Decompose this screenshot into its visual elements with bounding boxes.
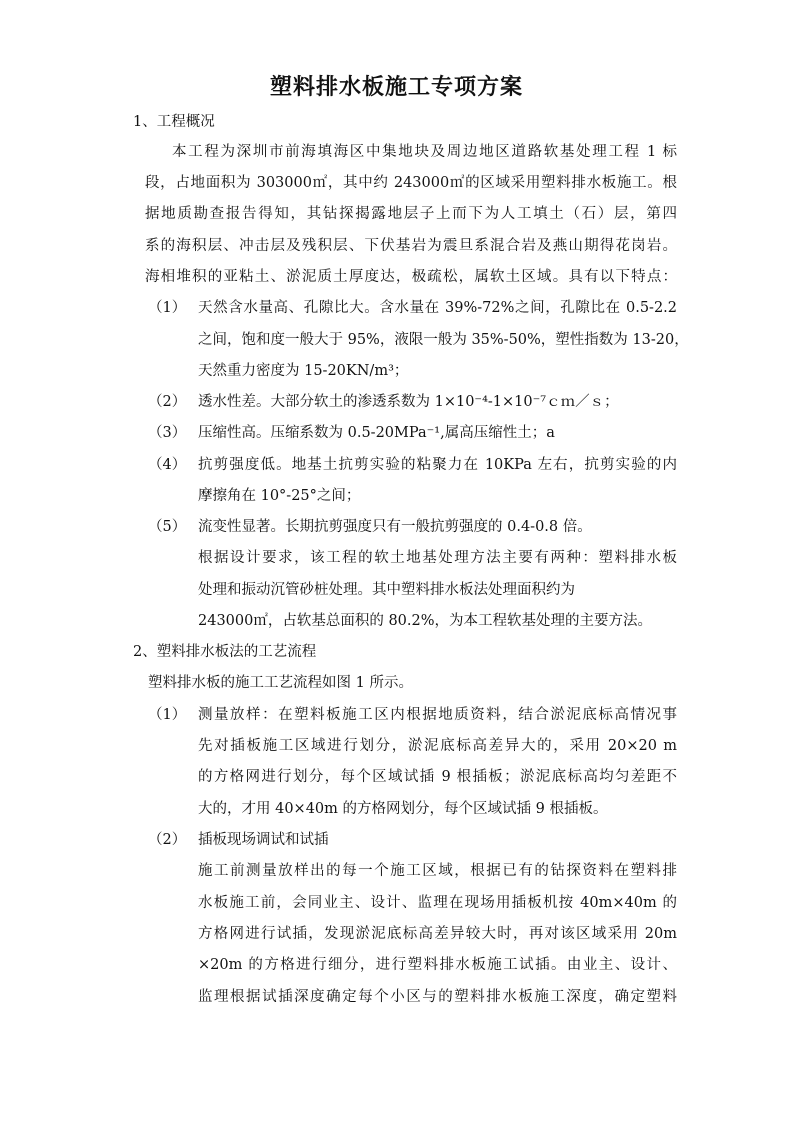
list-item-line: 水板施工前，会同业主、设计、监理在现场用插板机按 40m×40m 的 bbox=[198, 895, 677, 911]
paragraph-line: 海相堆积的亚粘土、淤泥质土厚度达，极疏松，属软土区域。具有以下特点： bbox=[145, 269, 677, 285]
list-item-line: 根据设计要求，该工程的软土地基处理方法主要有两种：塑料排水板 bbox=[198, 550, 677, 566]
list-item-line: 流变性显著。长期抗剪强度只有一般抗剪强度的 0.4-0.8 倍。 bbox=[198, 519, 592, 535]
section-intro: 塑料排水板的施工工艺流程如图 1 所示。 bbox=[148, 675, 413, 691]
list-number: （1） bbox=[148, 707, 187, 723]
list-number: （1） bbox=[148, 300, 187, 316]
list-item-line: 压缩性高。压缩系数为 0.5-20MPa⁻¹,属高压缩性土；a bbox=[198, 425, 555, 441]
list-item-line: 监理根据试插深度确定每个小区与的塑料排水板施工深度，确定塑料 bbox=[198, 989, 677, 1005]
list-number: （4） bbox=[148, 457, 187, 473]
list-item-line: 处理和振动沉管砂桩处理。其中塑料排水板法处理面积约为 bbox=[198, 582, 575, 598]
paragraph-line: 本工程为深圳市前海填海区中集地块及周边地区道路软基处理工程 1 标 bbox=[172, 144, 677, 160]
list-item-line: 方格网进行试插，发现淤泥底标高差异较大时，再对该区域采用 20m bbox=[198, 926, 677, 942]
list-item-line: 摩擦角在 10°-25°之间； bbox=[198, 488, 361, 504]
list-item-line: 透水性差。大部分软土的渗透系数为 1×10⁻⁴-1×10⁻⁷ｃｍ／ｓ； bbox=[198, 394, 619, 410]
list-number: （2） bbox=[148, 832, 187, 848]
list-item-line: 施工前测量放样出的每一个施工区域，根据已有的钻探资料在塑料排 bbox=[198, 863, 677, 879]
list-number: （3） bbox=[148, 425, 187, 441]
paragraph-line: 段，占地面积为 303000㎡，其中约 243000㎡的区域采用塑料排水板施工。根 bbox=[145, 175, 677, 191]
list-item-line: 天然含水量高、孔隙比大。含水量在 39%-72%之间，孔隙比在 0.5-2.2 bbox=[198, 300, 677, 316]
list-item-line: 测量放样：在塑料板施工区内根据地质资料，结合淤泥底标高情况事 bbox=[198, 707, 677, 723]
list-item-line: 天然重力密度为 15-20KN/m³； bbox=[198, 363, 409, 379]
list-item-line: 抗剪强度低。地基土抗剪实验的粘聚力在 10KPa 左右，抗剪实验的内 bbox=[198, 457, 677, 473]
list-item-line: 的方格网进行划分，每个区域试插 9 根插板；淤泥底标高均匀差距不 bbox=[198, 769, 677, 785]
section-heading-1: 1、工程概况 bbox=[133, 114, 215, 130]
list-item-line: 之间，饱和度一般大于 95%，液限一般为 35%-50%，塑性指数为 13-20， bbox=[198, 332, 689, 348]
section-heading-2: 2、塑料排水板法的工艺流程 bbox=[133, 644, 317, 660]
list-item-line: 大的，才用 40×40m 的方格网划分，每个区域试插 9 根插板。 bbox=[198, 801, 608, 817]
list-item-line: ×20m 的方格进行细分，进行塑料排水板施工试插。由业主、设计、 bbox=[198, 957, 677, 973]
document-title: 塑料排水板施工专项方案 bbox=[269, 75, 523, 100]
paragraph-line: 据地质勘查报告得知，其钻探揭露地层子上而下为人工填土（石）层，第四 bbox=[145, 206, 677, 222]
paragraph-line: 系的海积层、冲击层及残积层、下伏基岩为震旦系混合岩及燕山期得花岗岩。 bbox=[145, 238, 677, 254]
list-item-line: 先对插板施工区域进行划分，淤泥底标高差异大的，采用 20×20 m bbox=[198, 738, 677, 754]
list-number: （5） bbox=[148, 519, 187, 535]
list-item-line: 243000㎡，占软基总面积的 80.2%，为本工程软基处理的主要方法。 bbox=[198, 613, 653, 629]
list-item-line: 插板现场调试和试插 bbox=[198, 832, 329, 848]
list-number: （2） bbox=[148, 394, 187, 410]
